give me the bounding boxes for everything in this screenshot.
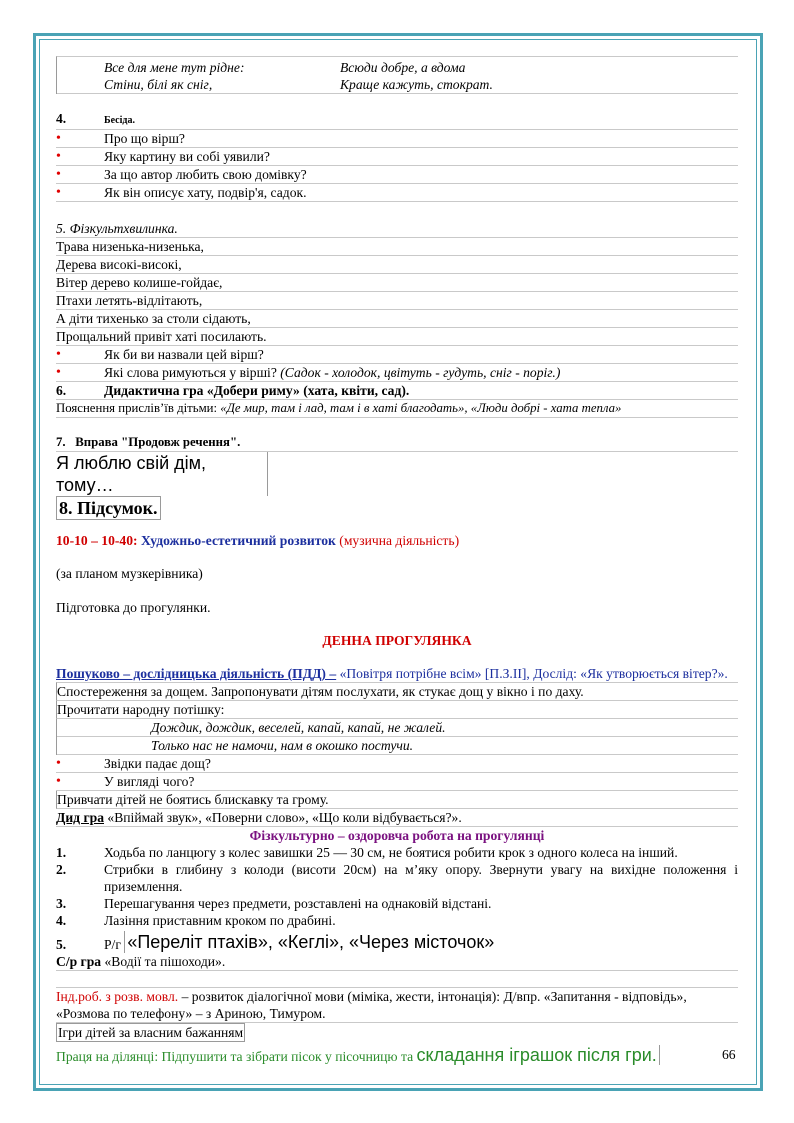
fitness-item	[56, 895, 738, 912]
exercise-line: Дерева високі-високі,	[56, 256, 738, 274]
walk-heading: ДЕННА ПРОГУЛЯНКА	[322, 633, 472, 648]
item-text: Перешагування через предмети, розставлені на однаковій відстані.	[104, 896, 492, 911]
section-number: 7.	[56, 435, 66, 449]
item-text: Ходьба по ланцюгу з колес завишки 25 — 30 см, не боятися робити крок з одного колеса на інший.	[104, 845, 678, 860]
section-6-header	[56, 382, 738, 400]
poem-right: Всюди добре, а вдома	[340, 60, 466, 75]
item-text: «Переліт птахів», «Кеглі», «Через місточок»	[124, 931, 494, 953]
question-text: Звідки падає дощ?	[104, 756, 211, 771]
list-item	[56, 166, 738, 184]
poem-block	[56, 56, 738, 94]
poem-right: Краще кажуть, стократ.	[340, 77, 493, 92]
item-text: Стрибки в глибину з колоди (висоти 20см) на м’яку опору. Звернути увагу на вихідне положення і приземлення.	[104, 862, 738, 894]
fitness-item-5	[56, 931, 738, 953]
item-text: Лазіння приставним кроком по драбині.	[104, 913, 336, 928]
poem-left: Все для мене тут рідне:	[104, 60, 245, 75]
list-item	[56, 364, 738, 382]
bullet-icon: •	[56, 149, 61, 164]
question-text: Як він описує хату, подвір'я, садок.	[104, 185, 307, 200]
exercise-line: Прощальний привіт хаті посилають.	[56, 328, 738, 346]
rhyme-line: Дождик, дождик, веселей, капай, капай, не жалей.	[57, 719, 738, 737]
activity-title: Художньо-естетичний розвиток	[140, 533, 336, 548]
item-number: 1.	[56, 845, 67, 860]
fitness-item	[56, 912, 738, 929]
bullet-icon: •	[56, 347, 61, 362]
section-8	[56, 496, 738, 520]
section-number: 6.	[56, 383, 67, 398]
free-games-line	[56, 1023, 738, 1042]
bullet-icon: •	[56, 167, 61, 182]
list-item	[56, 346, 738, 364]
work-label: Праця на ділянці: Підпушити та зібрати пісок у пісочницю та	[56, 1049, 414, 1064]
individual-work	[56, 987, 738, 1023]
fitness-heading: Фізкультурно – оздоровча робота на прогулянці	[249, 828, 545, 843]
individual-text: – розвиток діалогічної мови (міміка, жести, інтонація): Д/впр. «Запитання - відповідь», «Розмова по телефону» – з Ариною, Тимуром.	[56, 989, 687, 1021]
question-answer: (Садок - холодок, цвітуть - гудуть, сніг - поріг.)	[280, 365, 561, 380]
section-number: 4.	[56, 111, 67, 126]
plan-note: (за планом музкерівника)	[56, 566, 203, 581]
page-number: 66	[722, 1047, 736, 1062]
poem-left: Стіни, білі як сніг,	[104, 77, 213, 92]
list-item	[56, 130, 738, 148]
section-title: Вправа "Продовж речення".	[75, 435, 241, 449]
item-number: 2.	[56, 862, 67, 877]
exercise-line: Вітер дерево колише-гойдає,	[56, 274, 738, 292]
section-5-title: 5. Фізкультхвилинка.	[56, 220, 738, 238]
activity-note: (музична діяльність)	[339, 533, 460, 548]
role-game-label: С/р гра	[56, 954, 102, 969]
question-text: Які слова римуються у вірші?	[104, 365, 277, 380]
game-label: Дид гра	[56, 810, 104, 825]
item-number: 4.	[56, 913, 67, 928]
question-text: Про що вірш?	[104, 131, 185, 146]
proverbs-label: Пояснення прислів’їв дітьми:	[56, 401, 218, 415]
observation-line: Спостереження за дощем. Запропонувати дітям послухати, як стукає дощ у вікно і по даху.	[56, 682, 738, 701]
proverbs-line	[56, 400, 738, 418]
list-item	[56, 148, 738, 166]
music-line	[56, 532, 738, 549]
list-item	[56, 184, 738, 202]
sentence-prompt: Я люблю свій дім, тому…	[56, 452, 268, 496]
question-text: За що автор любить свою домівку?	[104, 167, 307, 182]
section-title: Дидактична гра «Добери риму» (хата, квіти, сад).	[104, 383, 410, 398]
bullet-icon: •	[56, 185, 61, 200]
rhyme-line: Только нас не намочи, нам в окошко постучи.	[57, 737, 738, 755]
pdd-label: Пошуково – дослідницька діяльність (ПДД) –	[56, 666, 337, 681]
list-item	[56, 755, 738, 773]
list-item	[56, 773, 738, 791]
individual-label: Інд.роб. з розв. мовл.	[56, 989, 179, 1004]
work-tail: складання іграшок після гри.	[417, 1045, 660, 1065]
role-game-text: «Водії та пішоходи».	[104, 954, 226, 969]
question-text: Як би ви назвали цей вірш?	[104, 347, 264, 362]
item-number: 3.	[56, 896, 67, 911]
pdd-text: «Повітря потрібне всім» [П.З.ІІ], Дослід: «Як утворюється вітер?».	[339, 666, 728, 681]
bullet-icon: •	[56, 756, 61, 771]
poem-line	[57, 59, 738, 76]
question-text: Яку картину ви собі уявили?	[104, 149, 270, 164]
section-4-header	[56, 110, 738, 130]
free-games: Ігри дітей за власним бажанням	[58, 1025, 244, 1040]
proverbs-quote: «Де мир, там і лад, там і в хаті благодать», «Люди добрі - хата тепла»	[220, 401, 622, 415]
item-label: Р/г	[104, 937, 121, 952]
item-number: 5.	[56, 937, 67, 952]
bullet-icon: •	[56, 131, 61, 146]
document-page	[56, 56, 738, 1066]
game-text: «Впіймай звук», «Поверни слово», «Що коли відбувається?».	[107, 810, 462, 825]
fitness-item	[56, 861, 738, 895]
poem-line	[57, 76, 738, 94]
rhyme-block	[56, 719, 738, 755]
read-line: Прочитати народну потішку:	[56, 701, 738, 719]
section-title: 8. Підсумок.	[56, 496, 161, 520]
section-title: Бесіда.	[104, 115, 135, 126]
game-line	[56, 809, 738, 827]
role-game-line	[56, 953, 738, 971]
bullet-icon: •	[56, 774, 61, 789]
exercise-line: Птахи летять-відлітають,	[56, 292, 738, 310]
exercise-line: А діти тихенько за столи сідають,	[56, 310, 738, 328]
work-line	[56, 1044, 738, 1066]
section-7-header	[56, 434, 738, 452]
teach-line: Привчати дітей не боятись блискавку та грому.	[56, 791, 738, 809]
walk-preparation: Підготовка до прогулянки.	[56, 600, 211, 615]
exercise-line: Трава низенька-низенька,	[56, 238, 738, 256]
pdd-block	[56, 665, 738, 682]
fitness-item	[56, 844, 738, 861]
question-text: У вигляді чого?	[104, 774, 195, 789]
bullet-icon: •	[56, 365, 61, 380]
time-range: 10-10 – 10-40:	[56, 533, 138, 548]
